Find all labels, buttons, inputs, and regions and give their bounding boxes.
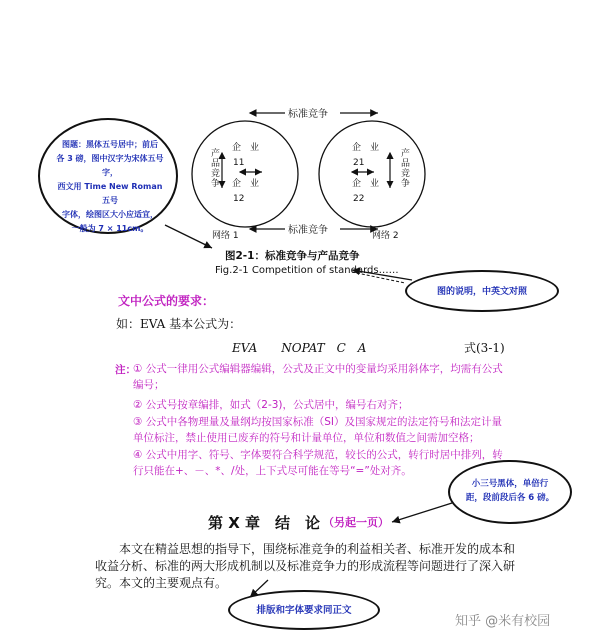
left-product-label: 产品竞争	[209, 148, 219, 188]
figure-spec-line-5: 一般为 7 × 11cm。	[71, 224, 149, 233]
figure-spec-line-1: 图题：黑体五号居中；前后	[62, 140, 158, 149]
note-1-num: ①	[133, 363, 143, 375]
body-spec-text: 排版和字体要求同正文	[256, 605, 352, 616]
right-enterprise-2-num: 22	[353, 194, 365, 204]
figure-top-label: 标准竞争	[288, 109, 328, 120]
note-label: 注：	[115, 364, 136, 376]
chapter-spec-line-1: 小三号黑体，单倍行	[471, 479, 549, 489]
figure-spec-line-4: 字体，绘图区大小应适宜，	[62, 210, 158, 219]
note-3-text: 公式中各物理量及量纲均按国家标准（SI）及国家规定的法定符号和法定计量单位标注，禁止使用已废弃的符号和计量单位，单位和数值之间需加空格；	[133, 416, 503, 444]
note-4-num: ④	[133, 449, 143, 461]
right-enterprise-1-num: 21	[353, 158, 365, 168]
right-enterprise-1: 企 业	[352, 143, 380, 153]
right-network-label: 网络 2	[372, 231, 399, 241]
right-enterprise-2: 企 业	[352, 179, 380, 189]
note-1-text: 公式一律用公式编辑器编辑，公式及正文中的变量均采用斜体字，均需有公式编号；	[133, 363, 503, 391]
formula-example-intro: 如：EVA 基本公式为：	[116, 317, 242, 331]
left-enterprise-2: 企 业	[232, 179, 260, 189]
left-enterprise-1: 企 业	[232, 143, 260, 153]
note-4-text: 公式中用字、符号、字体要符合科学规范，较长的公式，转行时居中排列，转行只能在+、－、*、/处，上下式尽可能在等号“=”处对齐。	[133, 449, 503, 477]
formula-expression: EVA NOPAT C A	[232, 341, 367, 355]
caption-note-text: 图的说明，中英文对照	[436, 287, 527, 297]
note-2-num: ②	[133, 399, 143, 411]
figure-spec-line-3: 西文用 Time New Roman 五号	[57, 182, 163, 205]
figure-caption-en: Fig.2-1 Competition of standards……	[215, 265, 399, 276]
formula-heading: 文中公式的要求：	[118, 294, 215, 308]
chapter-note: （另起一页）	[323, 516, 389, 529]
figure-spec-line-2: 各 3 磅，图中汉字为宋体五号字，	[56, 154, 164, 177]
figure-bottom-label: 标准竞争	[288, 225, 328, 236]
left-network-label: 网络 1	[212, 231, 239, 241]
chapter-title: 第 X 章 结 论	[208, 514, 321, 532]
body-paragraph: 本文在精益思想的指导下，围绕标准竞争的利益相关者、标准开发的成本和收益分析、标准的两大形成机制以及标准竞争力的形成流程等问题进行了深入研究。本文的主要观点有。	[95, 542, 516, 590]
watermark: 知乎 @米有校园	[455, 614, 551, 629]
figure-caption-cn: 图2-1：标准竞争与产品竞争	[225, 250, 360, 262]
left-enterprise-1-num: 11	[233, 158, 245, 168]
note-3-num: ③	[133, 416, 143, 428]
chapter-spec-line-2: 距，段前段后各 6 磅。	[465, 493, 555, 503]
right-product-label: 产品竞争	[399, 148, 409, 188]
note-2-text: 公式号按章编排，如式（2-3)，公式居中，编号右对齐；	[145, 399, 409, 411]
body-spec-bubble	[228, 590, 380, 630]
left-enterprise-2-num: 12	[233, 194, 245, 204]
formula-number: 式(3-1)	[464, 341, 505, 355]
